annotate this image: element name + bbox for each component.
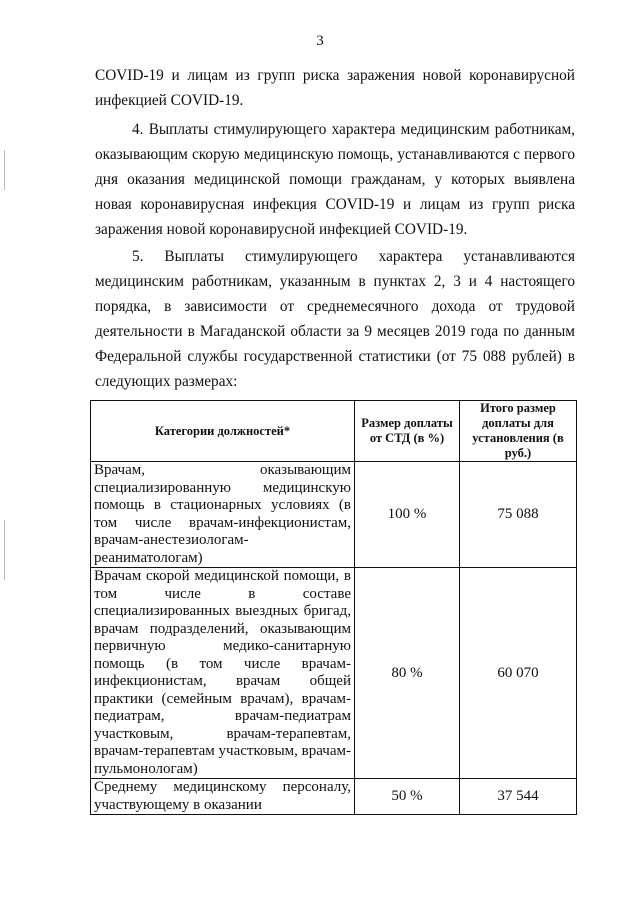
page-number: 3 xyxy=(316,33,324,49)
row-percent: 80 % xyxy=(355,568,460,779)
table-header-row xyxy=(91,401,577,462)
row-category: Врачам скорой медицинской помощи, в том числе в составе специализированных выездных бригад, врачам подразделений, оказывающим первичную медико-санитарную помощь (в том числе врачам-инфекционистам, врачам общей практики (семейным врачам), врачам-педиатрам, врачам-педиатрам участковым, врачам-терапевтам, врачам-терапевтам участковым, врачам-пульмонологам) xyxy=(91,568,355,779)
row-percent: 50 % xyxy=(355,779,460,815)
header-category: Категории должностей* xyxy=(91,401,355,462)
payment-table xyxy=(90,400,577,815)
table-row xyxy=(91,462,577,568)
header-percent: Размер доплаты от СТД (в %) xyxy=(355,401,460,462)
paragraph-item-4: 4. Выплаты стимулирующего характера медицинским работникам, оказывающим скорую медицинскую помощь, устанавливаются с первого дня оказания медицинской помощи гражданам, у которых выявлена новая коронавирусная инфекция COVID-19 и лицам из групп риска заражения новой коронавирусной инфекцией COVID-19. xyxy=(95,121,575,238)
scan-edge-mark xyxy=(4,520,5,580)
table-row xyxy=(91,568,577,779)
scan-edge-mark xyxy=(4,150,5,190)
table-row xyxy=(91,779,577,815)
row-category xyxy=(91,779,355,815)
paragraph-continuation: COVID-19 и лицам из групп риска заражения новой коронавирусной инфекцией COVID-19. xyxy=(95,67,575,109)
row-amount: 75 088 xyxy=(460,462,577,568)
row-category: Врачам, оказывающим специализированную медицинскую помощь в стационарных условиях (в том числе врачам-инфекционистам, врачам-анестезиологам-реаниматологам) xyxy=(91,462,355,568)
row-percent: 100 % xyxy=(355,462,460,568)
row-amount: 60 070 xyxy=(460,568,577,779)
row-category-text: Среднему медицинскому персоналу, участвующему в оказании xyxy=(94,779,351,813)
row-amount: 37 544 xyxy=(460,779,577,815)
header-amount: Итого размер доплаты для установления (в руб.) xyxy=(460,401,577,462)
paragraph-item-5: 5. Выплаты стимулирующего характера устанавливаются медицинским работникам, указанным в пунктах 2, 3 и 4 настоящего порядка, в зависимости от среднемесячного дохода от трудовой деятельности в Магаданской области за 9 месяцев 2019 года по данным Федеральной службы государственной статистики (от 75 088 рублей) в следующих размерах: xyxy=(95,248,575,390)
